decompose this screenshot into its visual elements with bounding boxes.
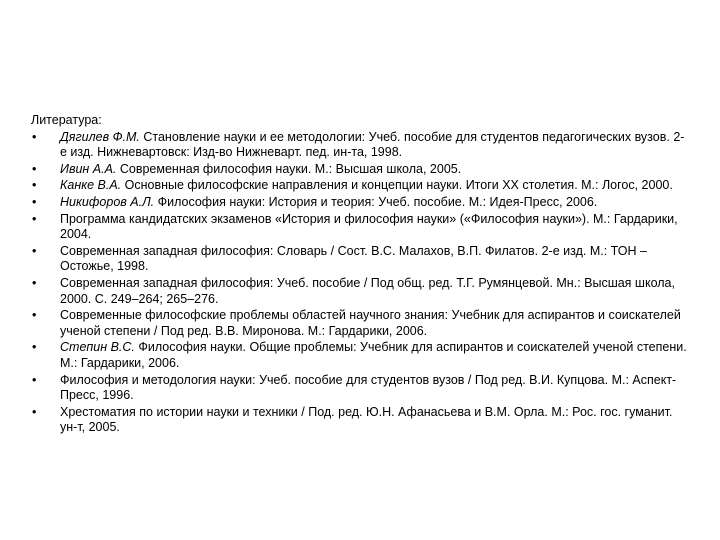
bullet-icon: • xyxy=(32,161,37,176)
reference-text: Современные философские проблемы областей научного знания: Учебник для аспирантов и соискателей ученой степени / Под ред. В.В. Миронова. М.: Гардарики, 2006. xyxy=(60,308,681,338)
bullet-icon: • xyxy=(32,129,37,144)
reference-item xyxy=(31,162,691,178)
reference-author: Степин В.С. xyxy=(60,340,135,355)
reference-text: Современная западная философия: Учеб. пособие / Под общ. ред. Т.Г. Румянцевой. Мн.: Высшая школа, 2000. С. 249–264; 265–276. xyxy=(60,275,675,306)
bullet-icon: • xyxy=(32,275,37,290)
reference-item xyxy=(31,373,691,404)
reference-text: Программа кандидатских экзаменов «История и философия науки» («Философия науки»). М.: Гардарики, 2004. xyxy=(60,211,678,242)
reference-item xyxy=(31,405,691,436)
reference-text: Философия науки. Общие проблемы: Учебник для аспирантов и соискателей ученой степени. М.: Гардарики, 2006. xyxy=(60,340,687,370)
reference-item xyxy=(31,244,691,275)
reference-text: Современная западная философия: Словарь / Сост. В.С. Малахов, В.П. Филатов. 2-е изд. М.: ТОН – Остожье, 1998. xyxy=(60,243,647,274)
reference-item xyxy=(31,308,691,339)
bullet-icon: • xyxy=(32,211,37,226)
slide-content xyxy=(31,113,691,437)
reference-text: Философия науки: История и теория: Учеб. пособие. М.: Идея-Пресс, 2006. xyxy=(154,194,598,209)
reference-item xyxy=(31,178,691,194)
reference-list xyxy=(31,130,691,436)
reference-author: Канке В.А. xyxy=(60,178,122,193)
reference-author: Дягилев Ф.М. xyxy=(60,129,140,144)
reference-text: Становление науки и ее методологии: Учеб. пособие для студентов педагогических вузов. 2-е изд. Нижневартовск: Изд-во Нижневарт. пед. ин-та, 1998. xyxy=(60,129,685,160)
reference-item xyxy=(31,130,691,161)
reference-text: Хрестоматия по истории науки и техники / Под. ред. Ю.Н. Афанасьева и В.М. Орла. М.: Рос. гос. гуманит. ун-т, 2005. xyxy=(60,404,673,435)
reference-text: Основные философские направления и концепции науки. Итоги XX столетия. М.: Логос, 2000. xyxy=(121,178,673,193)
reference-item xyxy=(31,276,691,307)
literature-heading: Литература: xyxy=(31,113,102,127)
bullet-icon: • xyxy=(32,404,37,419)
bullet-icon: • xyxy=(32,243,37,258)
reference-text: Современная философия науки. М.: Высшая школа, 2005. xyxy=(116,161,462,176)
bullet-icon: • xyxy=(32,194,37,209)
reference-item xyxy=(31,340,691,371)
bullet-icon: • xyxy=(32,372,37,387)
reference-author: Ивин А.А. xyxy=(60,161,117,176)
reference-author: Никифоров А.Л. xyxy=(60,194,155,209)
bullet-icon: • xyxy=(32,178,37,193)
reference-text: Философия и методология науки: Учеб. пособие для студентов вузов / Под ред. В.И. Купцова. М.: Аспект-Пресс, 1996. xyxy=(60,372,677,403)
reference-item xyxy=(31,212,691,243)
reference-item xyxy=(31,195,691,211)
bullet-icon: • xyxy=(32,340,37,355)
bullet-icon: • xyxy=(32,308,37,323)
